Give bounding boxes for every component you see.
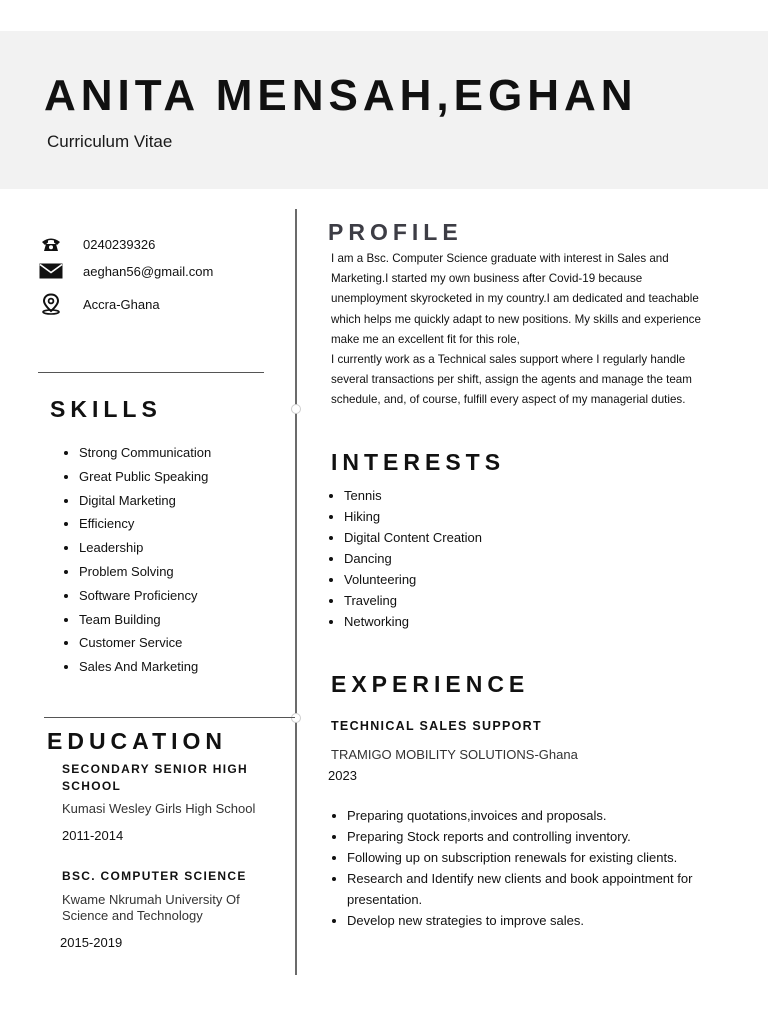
interest-item: • Dancing	[344, 548, 482, 569]
profile-paragraph: I am a Bsc. Computer Science graduate with interest in Sales and Marketing.I started my own business after Covid-19 because unemployment skyrocketed in my country.I am dedicated and teachable which helps me quickly adapt to new positions. My skills and experience make me an excellent fit for this role,	[331, 252, 701, 346]
skills-heading: SKILLS	[50, 396, 162, 422]
education-divider	[44, 717, 295, 718]
job-company: TRAMIGO MOBILITY SOLUTIONS-Ghana	[331, 747, 578, 762]
divider-dot	[291, 404, 301, 414]
location-pin-icon	[38, 293, 64, 315]
location-text: Accra-Ghana	[83, 296, 160, 312]
interests-heading: INTERESTS	[331, 449, 506, 475]
interest-item: • Tennis	[344, 485, 482, 506]
phone-number: 0240239326	[83, 236, 156, 252]
skill-item: • Efficiency	[79, 512, 211, 536]
duty-item: • Preparing quotations,invoices and proposals.	[347, 805, 707, 826]
contact-phone	[38, 233, 156, 255]
duty-item: • Research and Identify new clients and book appointment for presentation.	[347, 868, 707, 910]
skill-item: • Great Public Speaking	[79, 465, 211, 489]
phone-icon	[38, 233, 64, 255]
email-address: aeghan56@gmail.com	[83, 263, 214, 279]
experience-heading: EXPERIENCE	[331, 671, 530, 697]
contact-location	[38, 293, 160, 315]
skills-list	[62, 441, 211, 679]
divider-dot	[291, 713, 301, 723]
contact-divider	[38, 372, 264, 373]
skill-item: • Customer Service	[79, 631, 211, 655]
contact-email	[38, 260, 214, 282]
envelope-icon	[38, 260, 64, 282]
education-school: Kwame Nkrumah University Of Science and Technology	[62, 892, 240, 923]
duty-item: • Develop new strategies to improve sales.	[347, 910, 707, 931]
education-years: 2011-2014	[62, 828, 124, 843]
skill-item: • Leadership	[79, 536, 211, 560]
skill-item: • Digital Marketing	[79, 489, 211, 513]
job-year: 2023	[328, 768, 357, 783]
skill-item: • Problem Solving	[79, 560, 211, 584]
education-degree: BSC. COMPUTER SCIENCE	[62, 869, 247, 883]
profile-paragraph: I currently work as a Technical sales support where I regularly handle several transactions per shift, assign the agents and manage the team schedule, and, of course, fulfill every aspect of my managerial duties.	[331, 353, 692, 407]
interest-item: • Networking	[344, 611, 482, 632]
education-degree: SECONDARY SENIOR HIGH SCHOOL	[62, 762, 248, 793]
duty-item: • Following up on subscription renewals for existing clients.	[347, 847, 707, 868]
skill-item: • Team Building	[79, 608, 211, 632]
skill-item: • Strong Communication	[79, 441, 211, 465]
education-school: Kumasi Wesley Girls High School	[62, 801, 256, 816]
interest-item: • Traveling	[344, 590, 482, 611]
profile-summary	[331, 249, 721, 411]
interests-list	[327, 485, 482, 632]
interest-item: • Volunteering	[344, 569, 482, 590]
column-divider	[295, 209, 297, 975]
candidate-name: ANITA MENSAH,EGHAN	[44, 71, 638, 120]
duty-item: • Preparing Stock reports and controlling inventory.	[347, 826, 707, 847]
job-title: TECHNICAL SALES SUPPORT	[331, 719, 542, 733]
profile-heading: PROFILE	[328, 219, 463, 245]
skill-item: • Software Proficiency	[79, 584, 211, 608]
skill-item: • Sales And Marketing	[79, 655, 211, 679]
interest-item: • Hiking	[344, 506, 482, 527]
document-subtitle: Curriculum Vitae	[47, 132, 173, 151]
job-duties-list	[330, 805, 707, 931]
education-years: 2015-2019	[60, 935, 123, 950]
education-heading: EDUCATION	[47, 728, 228, 754]
interest-item: • Digital Content Creation	[344, 527, 482, 548]
